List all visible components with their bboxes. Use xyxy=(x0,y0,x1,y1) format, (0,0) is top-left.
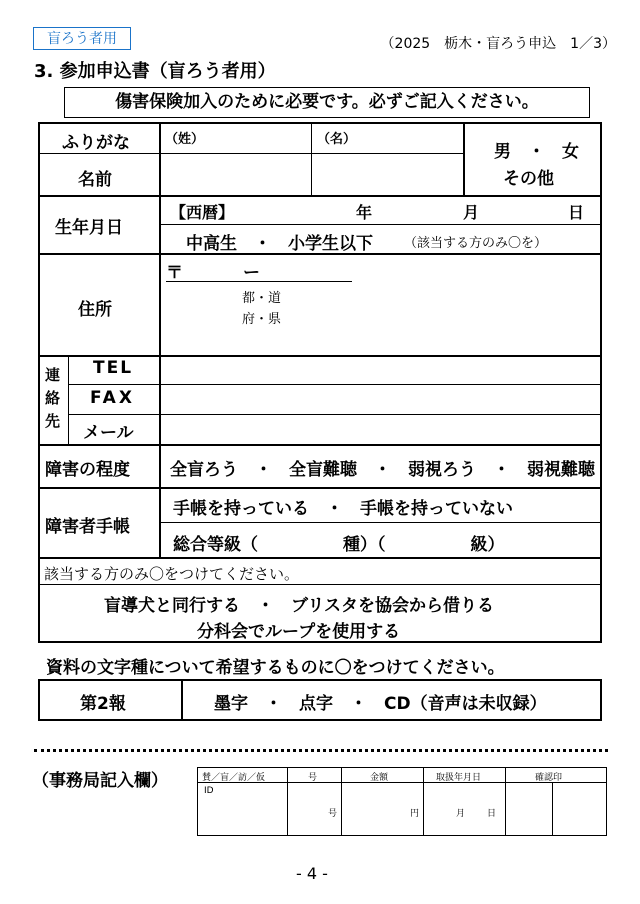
materials-instruction: 資料の文字種について希望するものに〇をつけてください。 xyxy=(46,658,505,678)
email-label: メール xyxy=(83,423,134,443)
office-yen-unit: 円 xyxy=(410,809,420,819)
birthdate-label: 生年月日 xyxy=(55,218,123,238)
student-options[interactable]: 中高生 ・ 小学生以下 xyxy=(186,234,373,254)
handbook-label: 障害者手帳 xyxy=(45,517,130,537)
second-report-label: 第2報 xyxy=(80,694,126,714)
surname-field[interactable] xyxy=(168,156,308,192)
gender-other-option[interactable]: その他 xyxy=(503,169,554,189)
contact-char-2: 絡 xyxy=(45,389,61,407)
tel-field[interactable] xyxy=(162,357,598,383)
month-label: 月 xyxy=(463,203,480,222)
page-title: 3. 参加申込書（盲ろう者用） xyxy=(34,61,276,82)
name-label: 名前 xyxy=(78,170,112,190)
hearing-loop-option[interactable]: 分科会でループを使用する xyxy=(197,622,401,642)
handbook-grade-line[interactable]: 総合等級（ 種）（ 級） xyxy=(173,535,505,555)
office-header-number: 号 xyxy=(308,773,318,783)
year-label: 年 xyxy=(356,203,373,222)
student-note: （該当する方のみ〇を） xyxy=(404,236,548,251)
office-header-amount: 金額 xyxy=(370,773,389,783)
birth-day-field[interactable] xyxy=(490,198,565,222)
office-month-unit: 月 xyxy=(456,809,466,819)
page-number: - 4 - xyxy=(296,864,328,883)
birth-month-field[interactable] xyxy=(380,198,460,222)
office-header-date: 取扱年月日 xyxy=(436,773,482,783)
office-header-seal: 確認印 xyxy=(535,773,563,783)
material-format-options[interactable]: 墨字 ・ 点字 ・ CD（音声は未収録） xyxy=(214,694,547,714)
gender-options[interactable]: 男 ・ 女 xyxy=(494,142,579,162)
prefecture-field[interactable] xyxy=(170,286,236,328)
prefecture-line2: 府・県 xyxy=(242,312,282,327)
day-label: 日 xyxy=(568,203,585,222)
handbook-options[interactable]: 手帳を持っている ・ 手帳を持っていない xyxy=(173,499,513,519)
office-day-unit: 日 xyxy=(487,809,497,819)
postal-dash: ー xyxy=(243,263,260,283)
dotted-divider xyxy=(34,749,608,752)
surname-label: （姓） xyxy=(165,132,205,147)
given-name-label: （名） xyxy=(317,132,357,147)
contact-char-3: 先 xyxy=(45,412,61,430)
document-reference: （2025 栃木・盲ろう申込 1／3） xyxy=(380,36,616,52)
blind-deaf-tag: 盲ろう者用 xyxy=(33,27,131,50)
fax-label: FAX xyxy=(90,388,135,408)
prefecture-line1: 都・道 xyxy=(242,291,282,306)
disability-degree-label: 障害の程度 xyxy=(45,460,130,480)
era-label: 【西暦】 xyxy=(170,203,235,222)
office-header-category: 賛／盲／訪／仮 xyxy=(202,773,266,783)
postal-code-first-field[interactable] xyxy=(186,259,238,279)
birth-year-field[interactable] xyxy=(240,198,350,222)
insurance-notice: 傷害保険加入のために必要です。必ずご記入ください。 xyxy=(64,87,590,118)
address-label: 住所 xyxy=(78,300,112,320)
disability-degree-options[interactable]: 全盲ろう ・ 全盲難聴 ・ 弱視ろう ・ 弱視難聴 xyxy=(170,460,595,480)
office-number-unit: 号 xyxy=(328,809,338,819)
office-id-label: ID xyxy=(204,786,214,796)
tel-label: TEL xyxy=(93,358,134,378)
office-use-label: （事務局記入欄） xyxy=(32,771,168,791)
circle-instruction: 該当する方のみ〇をつけてください。 xyxy=(44,565,300,583)
furigana-label: ふりがな xyxy=(62,133,130,153)
email-field[interactable] xyxy=(162,416,598,442)
postal-code-second-field[interactable] xyxy=(266,259,350,279)
fax-field[interactable] xyxy=(162,386,598,412)
contact-char-1: 連 xyxy=(45,366,61,384)
guide-dog-braille-options[interactable]: 盲導犬と同行する ・ ブリスタを協会から借りる xyxy=(104,596,494,616)
postal-mark: 〒 xyxy=(166,263,183,283)
address-field[interactable] xyxy=(300,290,590,350)
given-name-field[interactable] xyxy=(316,156,460,192)
